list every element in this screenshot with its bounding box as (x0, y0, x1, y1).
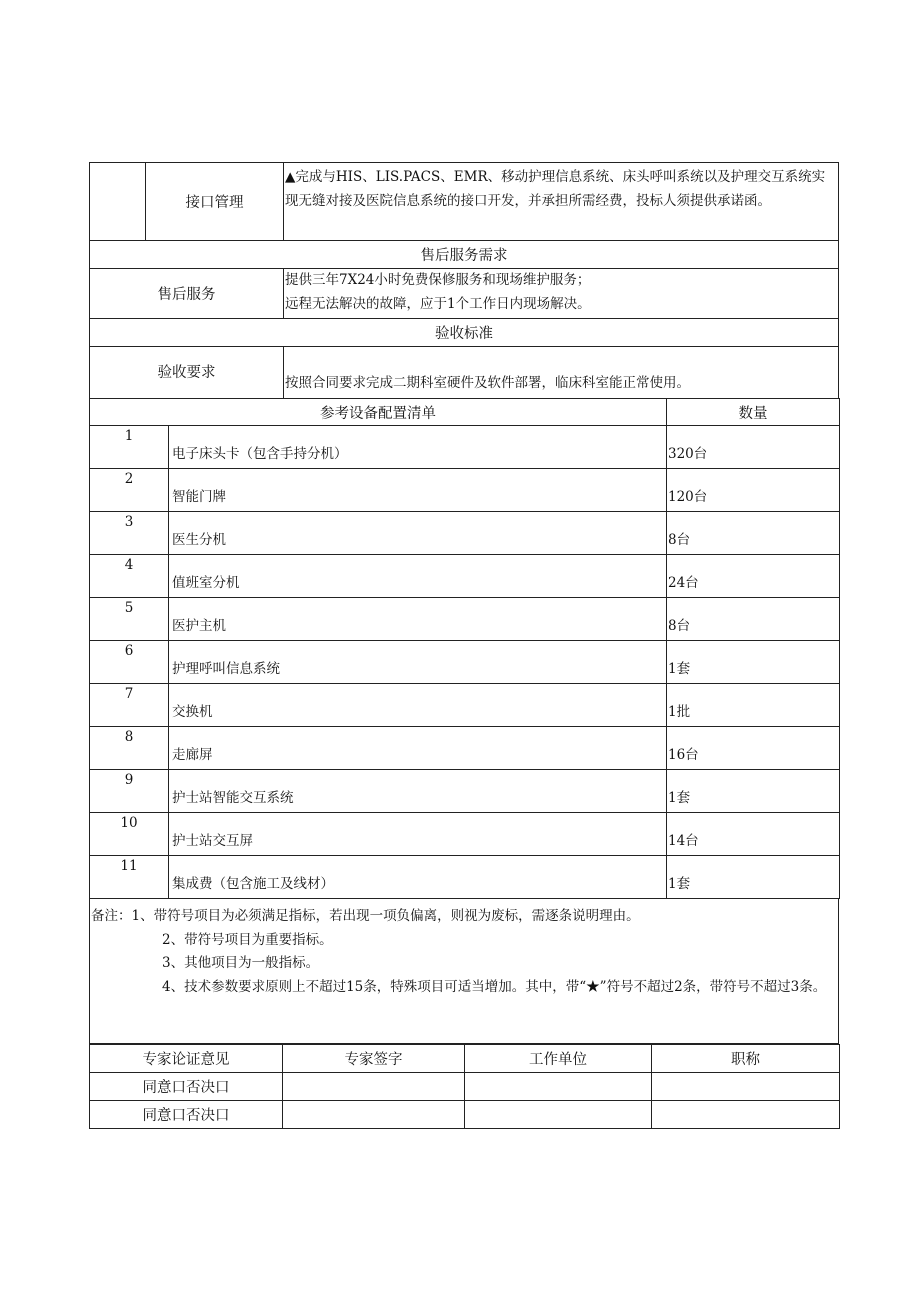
equipment-table (89, 398, 840, 899)
item-name: 交换机 (169, 684, 667, 727)
after-sales-line-1: 提供三年7X24小时免费保修服务和现场维护服务； (285, 272, 591, 288)
note-line-3: 3、其他项目为一般指标。 (162, 955, 320, 972)
notes-block (89, 899, 839, 1044)
acceptance-text: 按照合同要求完成二期科室硬件及软件部署，临床科室能正常使用。 (285, 375, 690, 391)
after-sales-section-title: 售后服务需求 (89, 240, 839, 268)
item-name: 医护主机 (169, 598, 667, 641)
after-sales-label: 售后服务 (157, 287, 216, 303)
work-unit-header: 工作单位 (465, 1045, 652, 1073)
note-line-4: 4、技术参数要求原则上不超过15条，特殊项目可适当增加。其中，带“★”符号不超过2条，带符号不超过3条。 (162, 978, 827, 995)
table-row (90, 856, 840, 899)
table-row (90, 598, 840, 641)
note-line-1: 备注：1、带符号项目为必须满足指标，若出现一项负偏离，则视为废标，需逐条说明理由。 (91, 908, 640, 924)
after-sales-row (89, 268, 839, 318)
after-sales-text (285, 269, 832, 316)
item-name: 护理呼叫信息系统 (169, 641, 667, 684)
table-row (90, 469, 840, 512)
item-quantity: 1套 (667, 770, 840, 813)
row-number: 6 (90, 641, 169, 684)
item-name: 护士站智能交互系统 (169, 770, 667, 813)
interface-row (89, 162, 839, 240)
item-name: 走廊屏 (169, 727, 667, 770)
row-number: 10 (90, 813, 169, 856)
item-quantity: 1批 (667, 684, 840, 727)
row-number: 8 (90, 727, 169, 770)
table-row (90, 813, 840, 856)
table-row (90, 555, 840, 598)
item-quantity: 14台 (667, 813, 840, 856)
work-unit-cell[interactable] (465, 1101, 652, 1129)
item-quantity: 120台 (667, 469, 840, 512)
row-number: 4 (90, 555, 169, 598)
table-row (90, 684, 840, 727)
item-quantity: 1套 (667, 856, 840, 899)
item-name: 护士站交互屏 (169, 813, 667, 856)
row-number: 3 (90, 512, 169, 555)
row-number: 2 (90, 469, 169, 512)
item-quantity: 8台 (667, 598, 840, 641)
item-quantity: 16台 (667, 727, 840, 770)
row-number: 11 (90, 856, 169, 899)
table-row (90, 512, 840, 555)
opinion-cell[interactable]: 同意口否决口 (90, 1101, 283, 1129)
expert-signoff-table (89, 1044, 840, 1129)
item-quantity: 8台 (667, 512, 840, 555)
note-line-2: 2、带符号项目为重要指标。 (162, 931, 333, 948)
item-name: 集成费（包含施工及线材） (169, 856, 667, 899)
table-row (90, 727, 840, 770)
signature-cell[interactable] (283, 1073, 465, 1101)
table-row (90, 770, 840, 813)
work-unit-cell[interactable] (465, 1073, 652, 1101)
item-name: 智能门牌 (169, 469, 667, 512)
item-quantity: 1套 (667, 641, 840, 684)
acceptance-section-title: 验收标准 (89, 318, 839, 346)
item-quantity: 320台 (667, 426, 840, 469)
acceptance-row (89, 346, 839, 398)
item-name: 医生分机 (169, 512, 667, 555)
signoff-row (90, 1073, 840, 1101)
table-row (90, 426, 840, 469)
job-title-cell[interactable] (652, 1101, 840, 1129)
row-number: 9 (90, 770, 169, 813)
opinion-cell[interactable]: 同意口否决口 (90, 1073, 283, 1101)
job-title-header: 职称 (652, 1045, 840, 1073)
expert-signature-header: 专家签字 (283, 1045, 465, 1073)
table-row (90, 641, 840, 684)
signoff-row (90, 1101, 840, 1129)
row-number: 7 (90, 684, 169, 727)
equipment-header-row (90, 399, 840, 426)
expert-opinion-header: 专家论证意见 (90, 1045, 283, 1073)
signoff-header-row (90, 1045, 840, 1073)
job-title-cell[interactable] (652, 1073, 840, 1101)
item-name: 值班室分机 (169, 555, 667, 598)
row-number: 5 (90, 598, 169, 641)
row-number: 1 (90, 426, 169, 469)
item-quantity: 24台 (667, 555, 840, 598)
after-sales-line-2: 远程无法解决的故障，应于1个工作日内现场解决。 (285, 295, 591, 312)
equipment-qty-header: 数量 (667, 399, 840, 426)
signature-cell[interactable] (283, 1101, 465, 1129)
interface-label: 接口管理 (185, 195, 244, 211)
item-name: 电子床头卡（包含手持分机） (169, 426, 667, 469)
acceptance-label: 验收要求 (157, 365, 216, 381)
equipment-name-header: 参考设备配置清单 (90, 399, 667, 426)
procurement-spec-sheet (89, 162, 839, 1129)
interface-text: ▲完成与HIS、LIS.PACS、EMR、移动护理信息系统、床头呼叫系统以及护理交互系统实现无缝对接及医院信息系统的接口开发，并承担所需经费，投标人须提供承诺函。 (285, 169, 826, 209)
